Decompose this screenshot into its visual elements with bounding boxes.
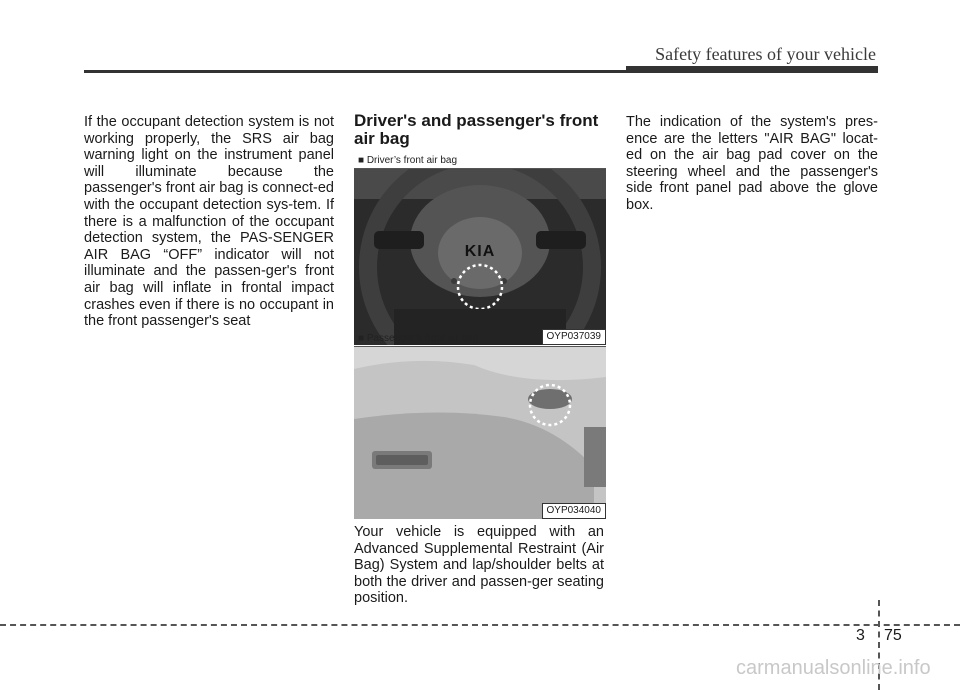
page-header-title: Safety features of your vehicle bbox=[655, 44, 876, 64]
section-heading: Driver's and passenger's front air bag bbox=[354, 111, 599, 148]
watermark: carmanualsonline.info bbox=[736, 657, 931, 679]
dashboard-illustration bbox=[354, 347, 606, 519]
dashboard-image bbox=[354, 347, 606, 519]
header-rule bbox=[84, 70, 878, 73]
steering-wheel-image bbox=[354, 169, 606, 345]
figure-code: OYP037039 bbox=[542, 329, 607, 345]
kia-logo: KIA bbox=[464, 243, 496, 260]
page-number: 75 bbox=[884, 627, 902, 644]
figure-caption: ■ Passenger’s front air bag bbox=[354, 332, 606, 347]
left-column-text: If the occupant detection system is not working properly, the SRS air bag warning light on the instrument panel will illuminate because the passenger's front air bag is connect-ed with the occupant detection sys-tem. If there is a malfunction of the occupant detection system, the PAS-SENGER AIR BAG “OFF” indicator will not illuminate and the passen-ger's front air bag will inflate in frontal impact crashes even if there is no occupant in the front passenger's seat bbox=[84, 114, 334, 330]
figure-driver-airbag bbox=[354, 154, 606, 345]
figure-code: OYP034040 bbox=[542, 503, 607, 519]
figure-passenger-airbag bbox=[354, 332, 606, 519]
right-column-text: The indication of the system's pres-ence are the letters "AIR BAG" locat-ed on the air bag pad cover on the steering wheel and the passenger's side front panel pad above the glove box. bbox=[626, 114, 878, 213]
figure-caption: ■ Driver’s front air bag bbox=[354, 154, 606, 169]
footer-rule bbox=[0, 624, 960, 626]
middle-column-text: Your vehicle is equipped with an Advanced Supplemental Restraint (Air Bag) System and lap/shoulder belts at both the driver and passen-ger seating position. bbox=[354, 524, 604, 607]
chapter-number: 3 bbox=[856, 627, 865, 644]
